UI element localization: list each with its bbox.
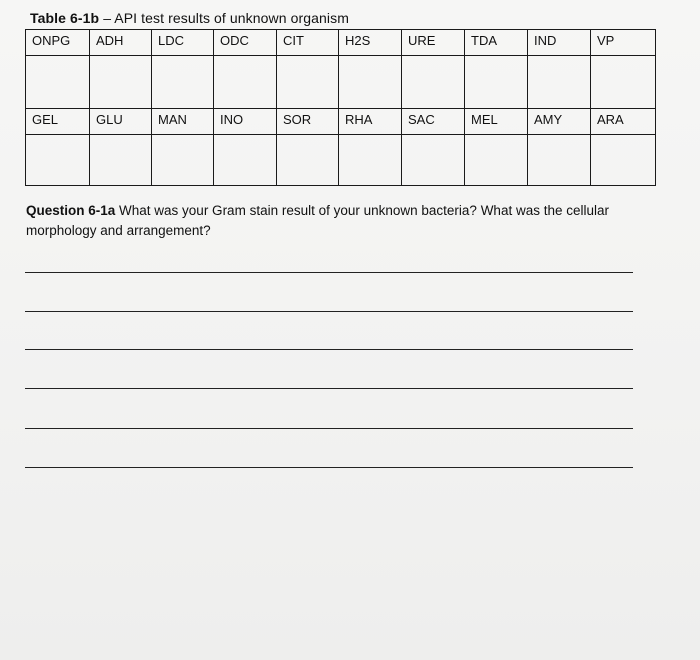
test-sac-header: SAC: [402, 109, 465, 135]
result-man-cell[interactable]: [152, 135, 214, 186]
answer-line[interactable]: [25, 428, 633, 429]
result-sor-cell[interactable]: [277, 135, 339, 186]
result-amy-cell[interactable]: [528, 135, 591, 186]
test-ldc-header: LDC: [152, 30, 214, 56]
result-ind-cell[interactable]: [528, 56, 591, 109]
test-rha-header: RHA: [339, 109, 402, 135]
test-odc-header: ODC: [214, 30, 277, 56]
result-ldc-cell[interactable]: [152, 56, 214, 109]
api-results-table: [25, 29, 656, 186]
result-glu-cell[interactable]: [90, 135, 152, 186]
answer-line[interactable]: [25, 311, 633, 312]
table-caption-text: – API test results of unknown organism: [99, 10, 350, 26]
answer-line[interactable]: [25, 272, 633, 273]
question-label: Question 6-1a: [26, 203, 116, 218]
test-ara-header: ARA: [591, 109, 656, 135]
test-tda-header: TDA: [465, 30, 528, 56]
result-row-2: [26, 135, 656, 186]
test-glu-header: GLU: [90, 109, 152, 135]
test-ino-header: INO: [214, 109, 277, 135]
answer-line[interactable]: [25, 467, 633, 468]
result-gel-cell[interactable]: [26, 135, 90, 186]
result-sac-cell[interactable]: [402, 135, 465, 186]
test-name-row-1: [26, 30, 656, 56]
table-caption-label: Table 6-1b: [30, 10, 100, 26]
test-ure-header: URE: [402, 30, 465, 56]
result-vp-cell[interactable]: [591, 56, 656, 109]
test-adh-header: ADH: [90, 30, 152, 56]
result-tda-cell[interactable]: [465, 56, 528, 109]
answer-line[interactable]: [25, 388, 633, 389]
question-6-1a: [26, 201, 626, 241]
test-onpg-header: ONPG: [26, 30, 90, 56]
result-ino-cell[interactable]: [214, 135, 277, 186]
test-amy-header: AMY: [528, 109, 591, 135]
result-onpg-cell[interactable]: [26, 56, 90, 109]
answer-line[interactable]: [25, 349, 633, 350]
test-sor-header: SOR: [277, 109, 339, 135]
test-mel-header: MEL: [465, 109, 528, 135]
result-mel-cell[interactable]: [465, 135, 528, 186]
result-h2s-cell[interactable]: [339, 56, 402, 109]
test-gel-header: GEL: [26, 109, 90, 135]
result-row-1: [26, 56, 656, 109]
test-h2s-header: H2S: [339, 30, 402, 56]
test-cit-header: CIT: [277, 30, 339, 56]
test-ind-header: IND: [528, 30, 591, 56]
result-ara-cell[interactable]: [591, 135, 656, 186]
test-man-header: MAN: [152, 109, 214, 135]
result-adh-cell[interactable]: [90, 56, 152, 109]
result-cit-cell[interactable]: [277, 56, 339, 109]
result-odc-cell[interactable]: [214, 56, 277, 109]
result-ure-cell[interactable]: [402, 56, 465, 109]
test-vp-header: VP: [591, 30, 656, 56]
table-caption: [30, 10, 349, 26]
test-name-row-2: [26, 109, 656, 135]
question-text: What was your Gram stain result of your unknown bacteria? What was the cellular morphology and arrangement?: [26, 203, 609, 238]
result-rha-cell[interactable]: [339, 135, 402, 186]
